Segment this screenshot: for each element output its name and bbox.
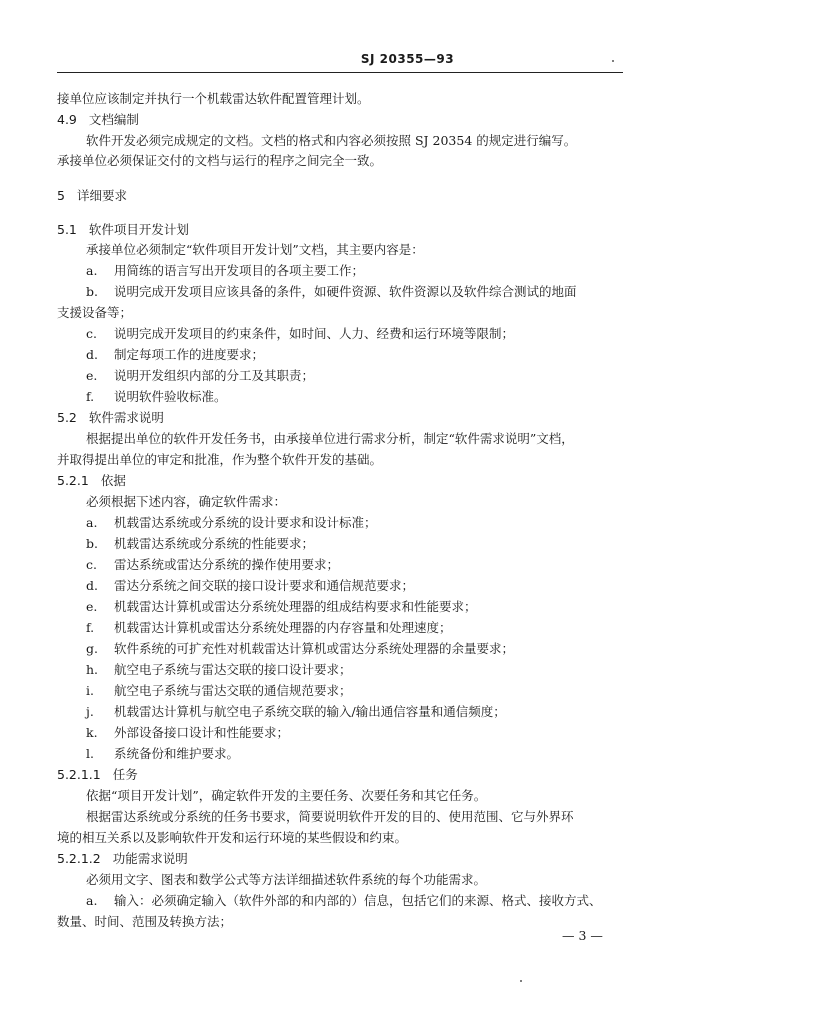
list-text: 说明软件验收标准。 bbox=[114, 389, 227, 404]
page-number: — 3 — bbox=[562, 928, 603, 943]
list-text: 外部设备接口设计和性能要求； bbox=[114, 725, 290, 740]
section-number: 5.2 bbox=[57, 410, 77, 425]
section-number: 5.2.1 bbox=[57, 473, 89, 488]
section-title: 详细要求 bbox=[76, 188, 127, 203]
list-label: a. bbox=[86, 515, 98, 530]
paragraph-line: 必须用文字、图表和数学公式等方法详细描述软件系统的每个功能需求。 bbox=[86, 872, 487, 887]
section-heading-5-2 bbox=[57, 408, 164, 428]
list-text: 雷达系统或雷达分系统的操作使用要求； bbox=[114, 557, 340, 572]
header-rule bbox=[57, 72, 623, 73]
list-text: 说明开发组织内部的分工及其职责； bbox=[114, 368, 315, 383]
section-title: 功能需求说明 bbox=[112, 851, 188, 866]
list-text: 机载雷达系统或分系统的设计要求和设计标准； bbox=[114, 515, 377, 530]
list-label: e. bbox=[86, 368, 98, 383]
list-text: 航空电子系统与雷达交联的通信规范要求； bbox=[114, 683, 352, 698]
list-label: a. bbox=[86, 263, 98, 278]
paragraph-line: 必须根据下述内容，确定软件需求： bbox=[86, 494, 287, 509]
section-number: 5.1 bbox=[57, 222, 77, 237]
list-text: 雷达分系统之间交联的接口设计要求和通信规范要求； bbox=[114, 578, 415, 593]
list-label: b. bbox=[86, 536, 98, 551]
section-heading-5-1 bbox=[57, 220, 189, 240]
paragraph-line: 境的相互关系以及影响软件开发和运行环境的某些假设和约束。 bbox=[57, 830, 408, 845]
list-label: c. bbox=[86, 326, 97, 341]
section-number: 5 bbox=[57, 188, 65, 203]
section-number: 5.2.1.1 bbox=[57, 767, 101, 782]
list-item bbox=[86, 534, 314, 554]
scan-speck bbox=[520, 980, 522, 982]
section-heading-4-9 bbox=[57, 110, 139, 130]
section-heading-5 bbox=[57, 186, 127, 206]
list-item bbox=[86, 345, 264, 365]
list-label: b. bbox=[86, 284, 98, 299]
paragraph-line: 根据提出单位的软件开发任务书，由承接单位进行需求分析，制定“软件需求说明”文档， bbox=[86, 431, 574, 446]
list-label: f. bbox=[86, 389, 95, 404]
section-title: 任务 bbox=[112, 767, 138, 782]
section-heading-5-2-1-2 bbox=[57, 849, 188, 869]
list-item bbox=[86, 639, 514, 659]
list-item bbox=[86, 744, 239, 764]
list-label: d. bbox=[86, 347, 98, 362]
paragraph-line: 承接单位必须制定“软件项目开发计划”文档，其主要内容是： bbox=[86, 242, 424, 257]
list-text: 机载雷达系统或分系统的性能要求； bbox=[114, 536, 315, 551]
paragraph-line: 根据雷达系统或分系统的任务书要求，简要说明软件开发的目的、使用范围、它与外界环 bbox=[86, 809, 574, 824]
scan-speck bbox=[612, 60, 614, 62]
section-number: 5.2.1.2 bbox=[57, 851, 101, 866]
list-text: 输入：必须确定输入（软件外部的和内部的）信息，包括它们的来源、格式、接收方式、 bbox=[114, 893, 602, 908]
list-text: 软件系统的可扩充性对机载雷达计算机或雷达分系统处理器的余量要求； bbox=[114, 641, 515, 656]
paragraph-line: 软件开发必须完成规定的文档。文档的格式和内容必须按照 SJ 20354 的规定进行编写。 bbox=[86, 133, 577, 148]
list-label: h. bbox=[86, 662, 99, 677]
list-text: 航空电子系统与雷达交联的接口设计要求； bbox=[114, 662, 352, 677]
list-item bbox=[86, 366, 314, 386]
list-label: k. bbox=[86, 725, 98, 740]
paragraph-line: 并取得提出单位的审定和批准，作为整个软件开发的基础。 bbox=[57, 452, 383, 467]
list-text: 制定每项工作的进度要求； bbox=[114, 347, 265, 362]
list-label: d. bbox=[86, 578, 98, 593]
section-heading-5-2-1-1 bbox=[57, 765, 138, 785]
list-label: g. bbox=[86, 641, 98, 656]
list-item-continuation: 数量、时间、范围及转换方法； bbox=[57, 914, 233, 929]
list-item bbox=[86, 513, 377, 533]
list-item bbox=[86, 261, 364, 281]
standard-code-header: SJ 20355—93 bbox=[360, 52, 455, 66]
list-text: 机载雷达计算机或雷达分系统处理器的内存容量和处理速度； bbox=[114, 620, 452, 635]
section-title: 软件需求说明 bbox=[88, 410, 164, 425]
list-item bbox=[86, 660, 352, 680]
list-item bbox=[86, 618, 452, 638]
section-title: 软件项目开发计划 bbox=[88, 222, 189, 237]
paragraph-line: 接单位应该制定并执行一个机载雷达软件配置管理计划。 bbox=[57, 91, 370, 106]
list-label: l. bbox=[86, 746, 94, 761]
list-label: a. bbox=[86, 893, 98, 908]
list-item bbox=[86, 702, 506, 722]
list-item bbox=[86, 282, 577, 302]
section-heading-5-2-1 bbox=[57, 471, 126, 491]
list-item bbox=[86, 387, 227, 407]
list-label: e. bbox=[86, 599, 98, 614]
list-text: 系统备份和维护要求。 bbox=[114, 746, 240, 761]
list-item bbox=[86, 555, 339, 575]
list-label: c. bbox=[86, 557, 97, 572]
list-label: f. bbox=[86, 620, 95, 635]
paragraph-line: 依据“项目开发计划”，确定软件开发的主要任务、次要任务和其它任务。 bbox=[86, 788, 487, 803]
list-text: 用简练的语言写出开发项目的各项主要工作； bbox=[114, 263, 365, 278]
list-item bbox=[86, 891, 602, 911]
list-item-continuation: 支援设备等； bbox=[57, 305, 133, 320]
list-item bbox=[86, 324, 514, 344]
list-label: i. bbox=[86, 683, 94, 698]
section-title: 文档编制 bbox=[88, 112, 139, 127]
list-item bbox=[86, 723, 289, 743]
section-title: 依据 bbox=[100, 473, 126, 488]
list-item bbox=[86, 681, 352, 701]
section-number: 4.9 bbox=[57, 112, 77, 127]
list-text: 说明完成开发项目的约束条件，如时间、人力、经费和运行环境等限制； bbox=[114, 326, 515, 341]
paragraph-line: 承接单位必须保证交付的文档与运行的程序之间完全一致。 bbox=[57, 153, 383, 168]
list-text: 机载雷达计算机与航空电子系统交联的输入/输出通信容量和通信频度； bbox=[114, 704, 506, 719]
list-text: 说明完成开发项目应该具备的条件，如硬件资源、软件资源以及软件综合测试的地面 bbox=[114, 284, 577, 299]
list-label: j. bbox=[86, 704, 94, 719]
list-text: 机载雷达计算机或雷达分系统处理器的组成结构要求和性能要求； bbox=[114, 599, 477, 614]
list-item bbox=[86, 576, 414, 596]
list-item bbox=[86, 597, 477, 617]
